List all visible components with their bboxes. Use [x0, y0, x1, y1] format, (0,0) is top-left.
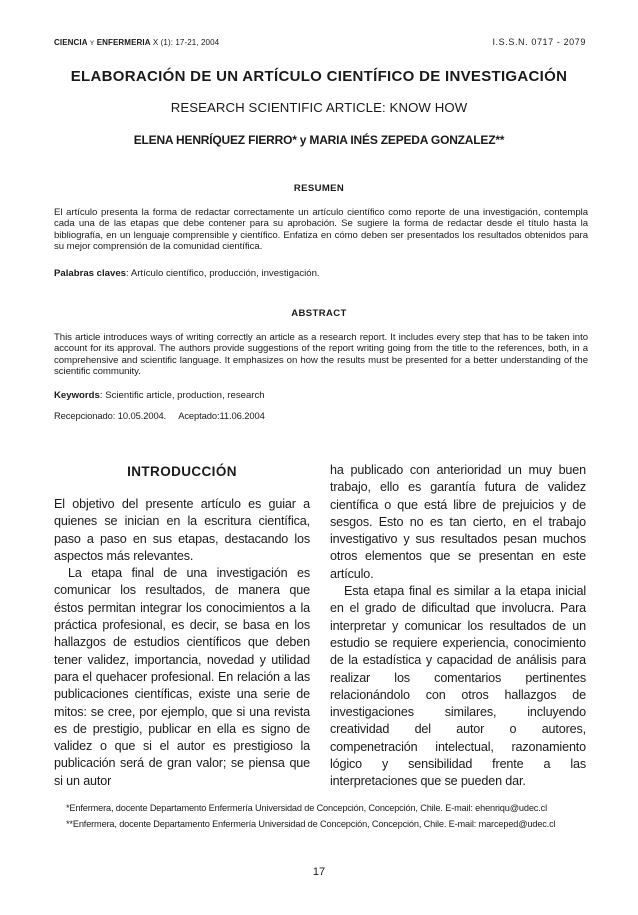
abstract-text: This article introduces ways of writing correctly an article as a research report. It includes every step that has to be taken into account for its approval. The authors provide suggestions of the report writing going from the title to the references, both, in a comprehensive and scientific language. It emphasizes on how the results must be presented for a better understanding of the scientific community.	[54, 332, 588, 377]
article-dates	[54, 410, 277, 421]
received-date: Recepcionado: 10.05.2004.	[54, 410, 167, 421]
abstract-keywords-label: Keywords	[54, 390, 100, 401]
left-paragraph-2: La etapa final de una investigación es comunicar los resultados, de manera que éstos permitan integrar los conocimientos a la práctica profesional, es decir, se basa en los hallazgos de estudios científicos que deben tener validez, importancia, novedad y utilidad para el quehacer profesional. En relación a las publicaciones científicas, existe una serie de mitos: se cree, por ejemplo, que si una revista es de prestigio, publicar en ella es signo de validez o que si el autor es prestigioso la publicación será de gran valor; se piensa que si un autor	[54, 566, 310, 788]
right-column	[330, 462, 586, 791]
right-paragraph-1: ha publicado con anterioridad un muy buen trabajo, ello es garantía futura de validez científica o que está libre de prejuicios y de sesgos. Esto no es tan cierto, en el trabajo investigativo y sus resultados pesan muchos otros elementos que se presentan en este artículo.	[330, 463, 586, 581]
introduccion-heading: INTRODUCCIÓN	[127, 464, 237, 479]
article-title: ELABORACIÓN DE UN ARTÍCULO CIENTÍFICO DE INVESTIGACIÓN	[70, 68, 568, 85]
resumen-text: El artículo presenta la forma de redactar correctamente un artículo científico como reporte de una investigación, contempla cada una de las etapas que debe contener para su aprobación. Se sugiere la forma de redactar desde el título hasta la bibliografía, en un lenguaje comprensible y científico. Enfatiza en cómo deben ser presentados los resultados obtenidos para su mejor comprensión de la comunidad científica.	[54, 207, 588, 252]
article-subtitle: RESEARCH SCIENTIFIC ARTICLE: KNOW HOW	[170, 100, 468, 115]
accepted-date: Aceptado:11.06.2004	[178, 410, 265, 421]
volume-info: X (1): 17-21, 2004	[152, 38, 220, 47]
page-number: 17	[312, 866, 326, 878]
journal-name-y: Y	[89, 40, 95, 47]
journal-name-enfermeria: ENFERMERIA	[96, 38, 151, 47]
left-paragraph-1: El objetivo del presente artículo es guiar a quienes se inician en la escritura científica, paso a paso en sus etapas, destacando los aspectos más relevantes.	[54, 497, 310, 563]
issn: I.S.S.N. 0717 - 2079	[492, 37, 586, 47]
article-authors: ELENA HENRÍQUEZ FIERRO* y MARIA INÉS ZEPEDA GONZALEZ**	[133, 133, 505, 147]
abstract-keywords	[54, 390, 588, 402]
journal-header	[54, 38, 219, 47]
resumen-keywords-list: : Artículo científico, producción, investigación.	[126, 268, 320, 279]
journal-name-ciencia: CIENCIA	[54, 38, 88, 47]
left-column	[54, 496, 310, 790]
abstract-heading: ABSTRACT	[291, 308, 347, 319]
footnote-2: **Enfermera, docente Departamento Enfermería Universidad de Concepción, Concepción, Chile. E-mail: marceped@udec.cl	[66, 819, 556, 829]
footnote-1: *Enfermera, docente Departamento Enfermería Universidad de Concepción, Concepción, Chile. E-mail: ehenriqu@udec.cl	[66, 803, 547, 813]
resumen-heading: RESUMEN	[293, 183, 345, 194]
right-paragraph-2: Esta etapa final es similar a la etapa inicial en el grado de dificultad que involucra. Para interpretar y comunicar los resultados de un estudio se requiere experiencia, conocimiento de la estadística y capacidad de análisis para realizar los comentarios pertinentes relacionándolo con otros hallazgos de investigaciones similares, incluyendo creatividad del autor o autores, compenetración intelectual, razonamiento lógico y sensibilidad frente a las interpretaciones que se pueden dar.	[330, 584, 586, 789]
resumen-keywords	[54, 268, 588, 280]
abstract-keywords-list: : Scientific article, production, research	[99, 390, 265, 401]
resumen-keywords-label: Palabras claves	[54, 268, 127, 279]
